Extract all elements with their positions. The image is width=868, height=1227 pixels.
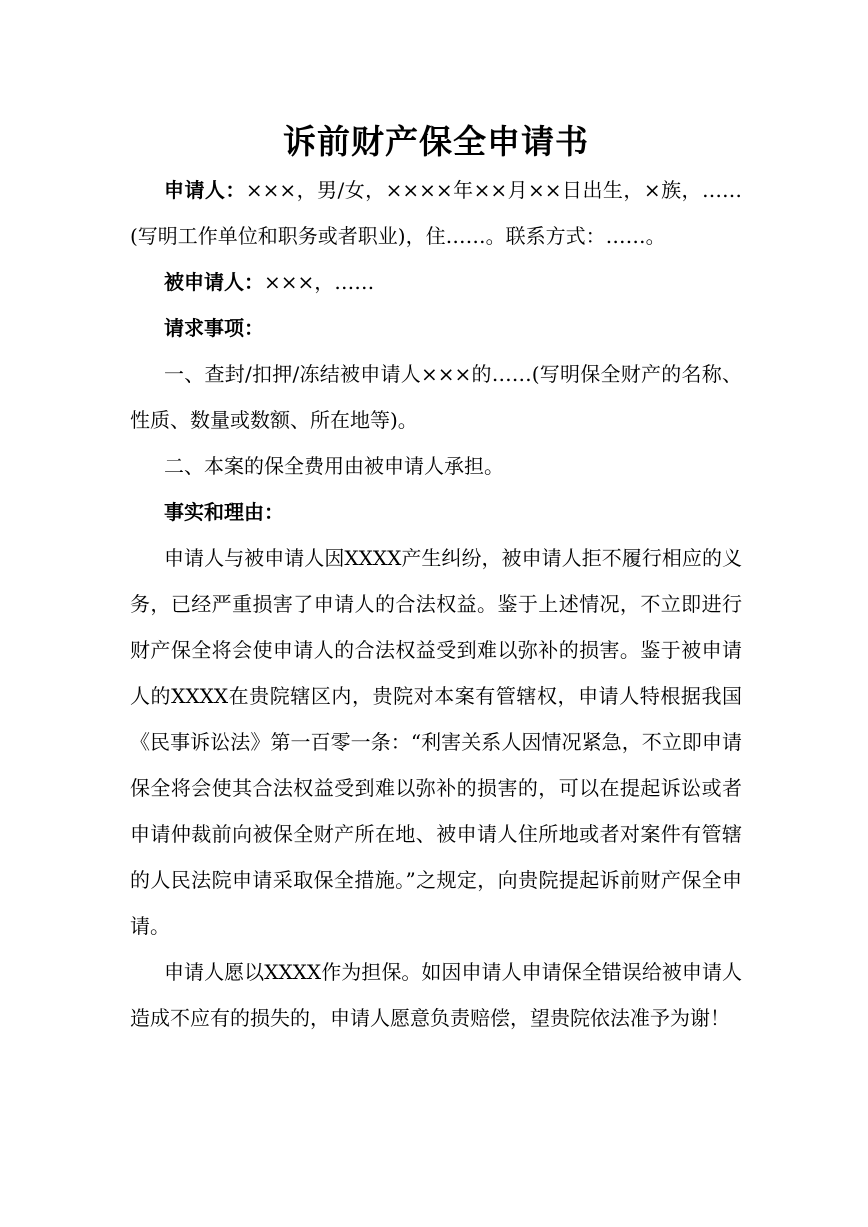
requests-heading: 请求事项： — [164, 316, 264, 340]
request-item: 一、查封/扣押/冻结被申请人×××的……(写明保全财产的名称、性质、数量或数额、所在地等)。 — [130, 362, 742, 432]
document-page — [130, 0, 742, 1041]
applicant-paragraph — [130, 167, 742, 259]
facts-heading: 事实和理由： — [164, 500, 284, 524]
applicant-label: 申请人： — [164, 178, 246, 202]
respondent-text: ×××，…… — [264, 270, 375, 294]
respondent-label: 被申请人： — [164, 270, 264, 294]
request-item: 二、本案的保全费用由被申请人承担。 — [164, 454, 504, 478]
applicant-text: ×××，男/女，××××年××月××日出生，×族，……(写明工作单位和职务或者职业)，住……。联系方式：……。 — [130, 178, 743, 248]
guarantee-paragraph: 申请人愿以XXXX作为担保。如因申请人申请保全错误给被申请人造成不应有的损失的，申请人愿意负责赔偿，望贵院依法准予为谢！ — [130, 960, 742, 1030]
respondent-paragraph — [130, 259, 742, 305]
document-title: 诉前财产保全申请书 — [283, 122, 589, 161]
facts-paragraph: 申请人与被申请人因XXXX产生纠纷，被申请人拒不履行相应的义务，已经严重损害了申请人的合法权益。鉴于上述情况，不立即进行财产保全将会使申请人的合法权益受到难以弥补的损害。鉴于被申请人的XXXX在贵院辖区内，贵院对本案有管辖权，申请人特根据我国《民事诉讼法》第一百零一条：“利害关系人因情况紧急，不立即申请保全将会使其合法权益受到难以弥补的损害的，可以在提起诉讼或者申请仲裁前向被保全财产所在地、被申请人住所地或者对案件有管辖的人民法院申请采取保全措施。”之规定，向贵院提起诉前财产保全申请。 — [130, 546, 742, 938]
